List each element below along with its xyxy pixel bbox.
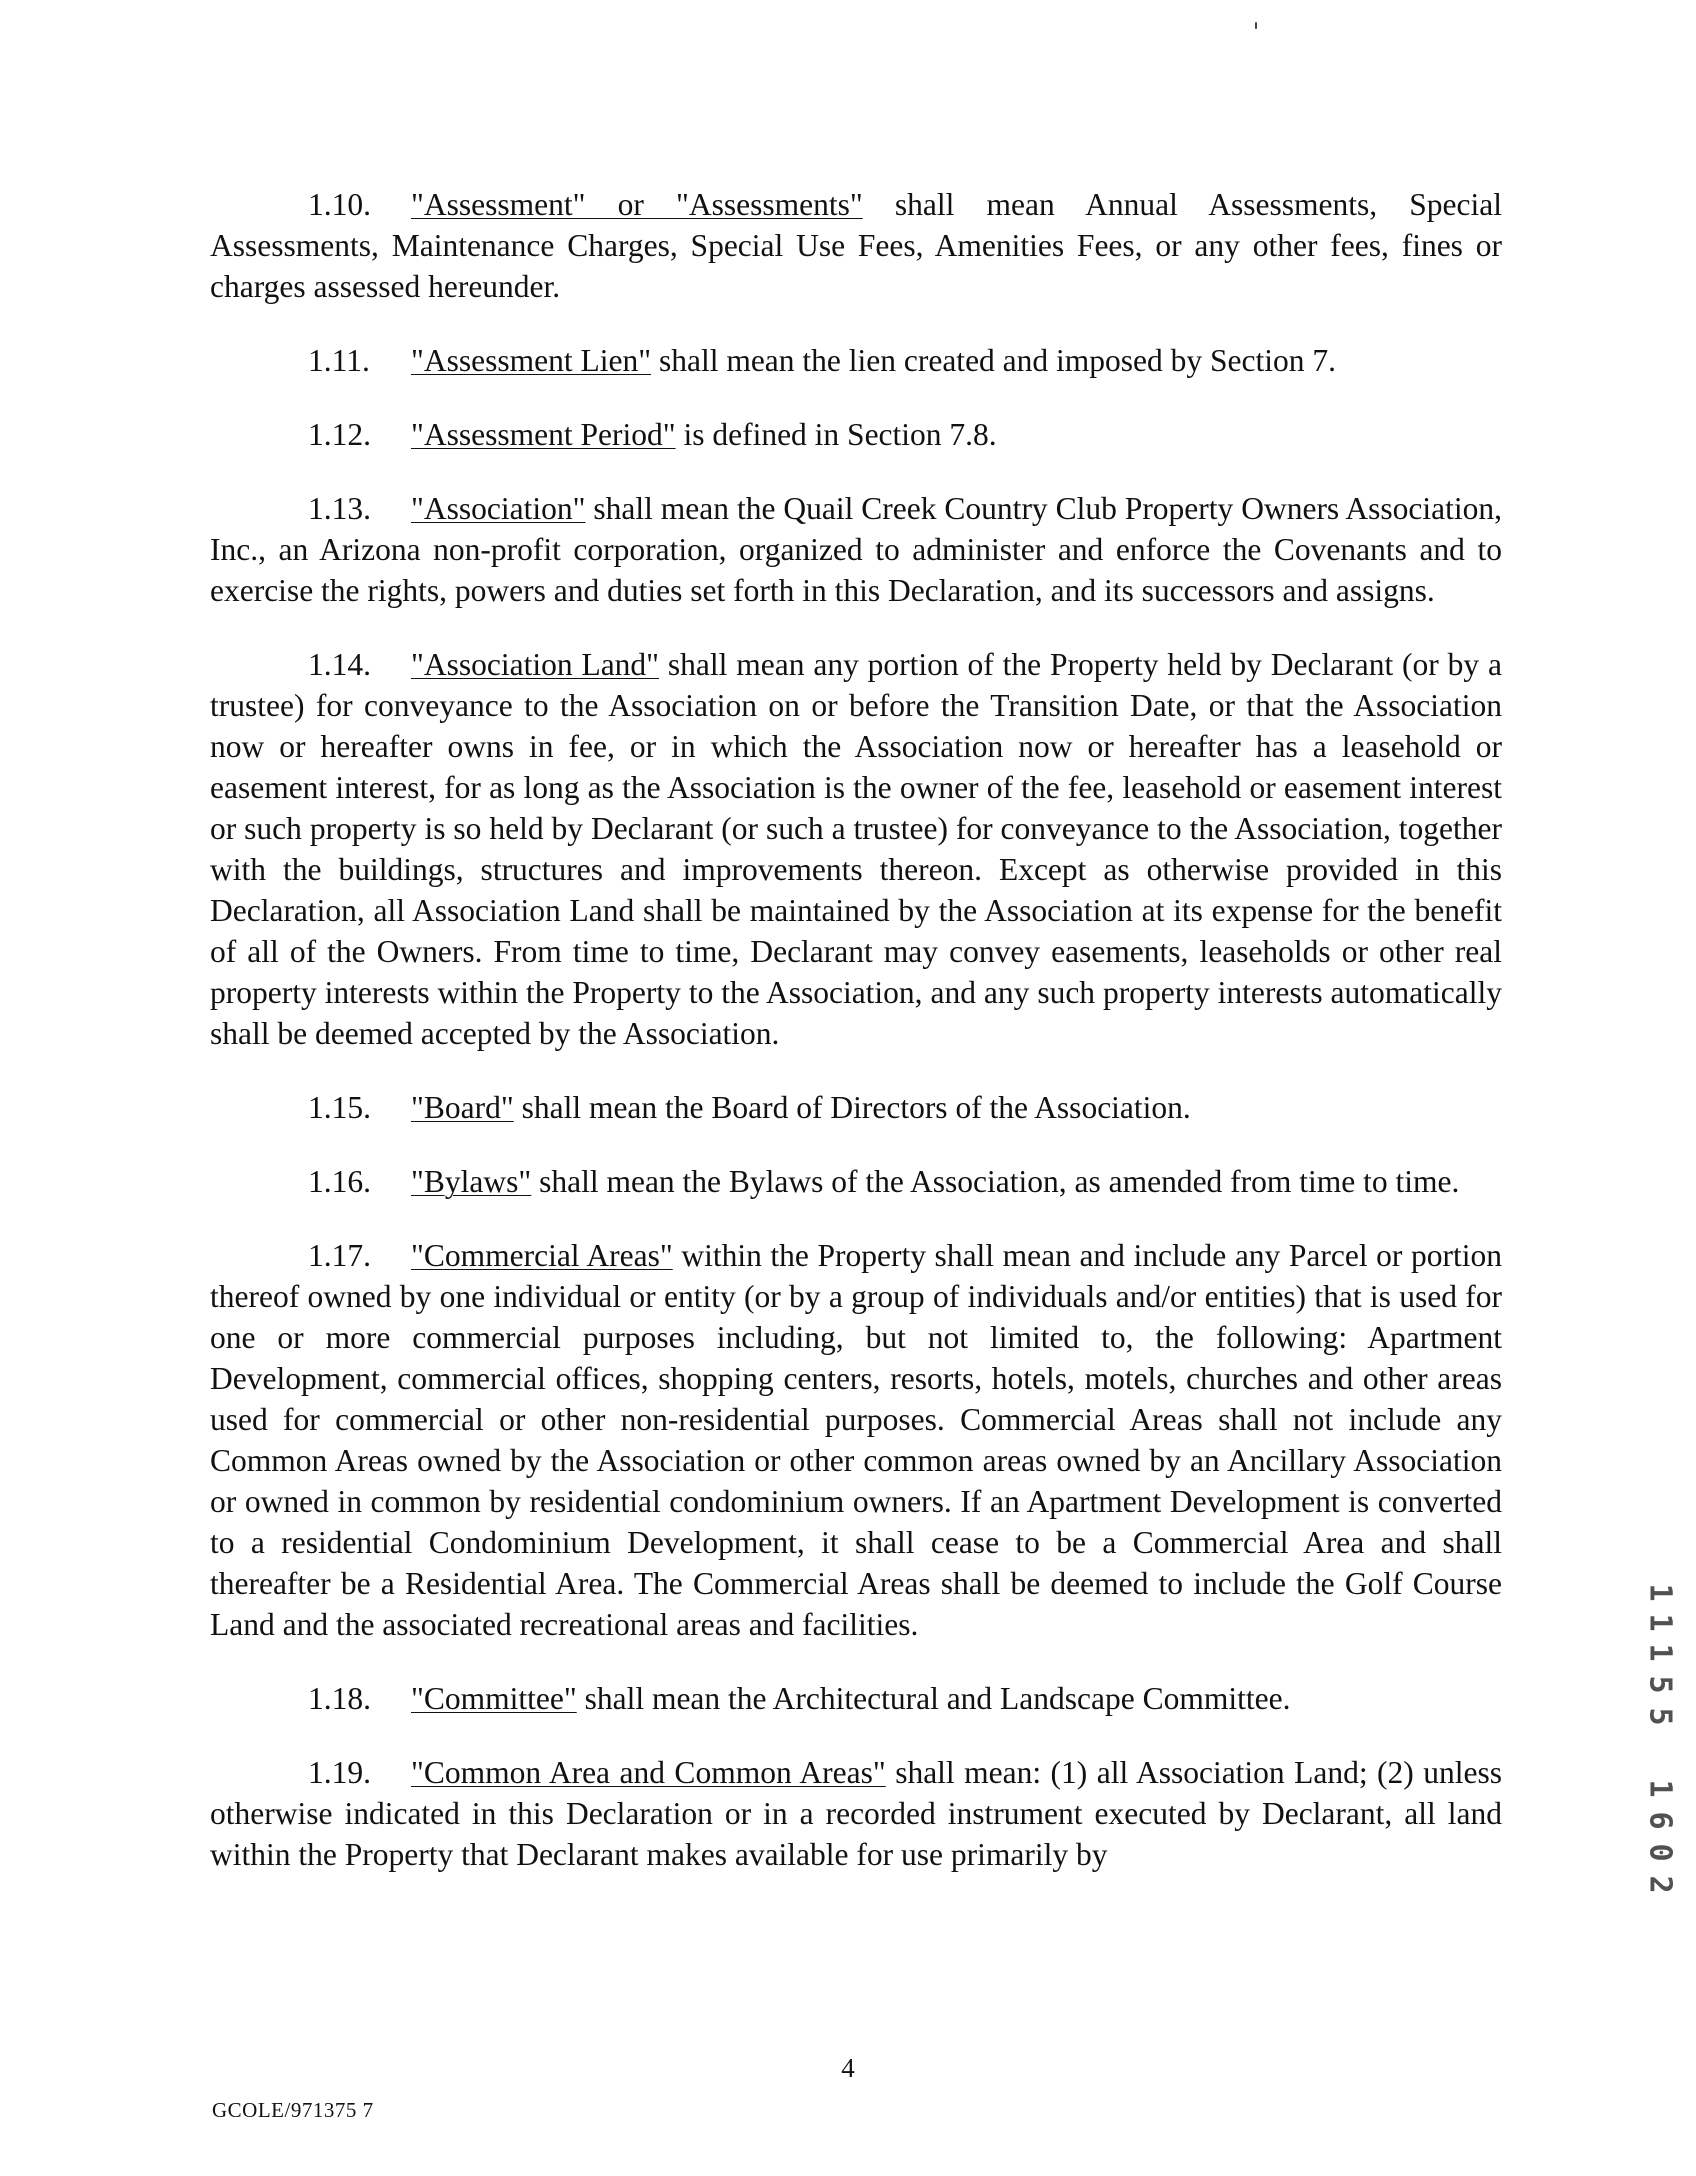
stamp-digit: 1	[1642, 1779, 1678, 1798]
paragraph-1-16	[210, 1161, 1502, 1202]
definition-text: shall mean the Board of Directors of the Association.	[513, 1090, 1191, 1125]
defined-term: "Assessment" or "Assessments"	[411, 187, 863, 222]
document-body	[210, 184, 1502, 1908]
definition-text: shall mean the Bylaws of the Association, as amended from time to time.	[531, 1164, 1460, 1199]
paragraph-1-12	[210, 414, 1502, 455]
definition-text: shall mean any portion of the Property held by Declarant (or by a trustee) for conveyance to the Association on or before the Transition Date, or that the Association now or hereafter owns in fee, or in which the Association now or hereafter has a leasehold or easement interest, for as long as the Association is the owner of the fee, leasehold or easement interest or such property is so held by Declarant (or such a trustee) for conveyance to the Association, together with the buildings, structures and improvements thereon. Except as otherwise provided in this Declaration, all Association Land shall be maintained by the Association at its expense for the benefit of all of the Owners. From time to time, Declarant may convey easements, leaseholds or other real property interests within the Property to the Association, and any such property interests automatically shall be deemed accepted by the Association.	[210, 647, 1502, 1051]
paragraph-1-15	[210, 1087, 1502, 1128]
defined-term: "Association"	[411, 491, 586, 526]
stamp-digit: 1	[1642, 1643, 1678, 1662]
defined-term: "Commercial Areas"	[411, 1238, 673, 1273]
stamp-digit: 5	[1642, 1675, 1678, 1694]
paragraph-1-18	[210, 1678, 1502, 1719]
section-number: 1.15.	[308, 1090, 371, 1125]
stamp-digit: 6	[1642, 1811, 1678, 1830]
paragraph-1-17	[210, 1235, 1502, 1645]
defined-term: "Bylaws"	[411, 1164, 532, 1199]
stamp-digit: 2	[1642, 1875, 1678, 1894]
defined-term: "Assessment Lien"	[411, 343, 652, 378]
recording-number-stamp	[1640, 1575, 1680, 1895]
paragraph-1-13	[210, 488, 1502, 611]
definition-text: shall mean the Architectural and Landscape Committee.	[576, 1681, 1291, 1716]
page-number: 4	[841, 2053, 855, 2083]
stamp-digit: 5	[1642, 1707, 1678, 1726]
section-number: 1.11.	[308, 343, 370, 378]
section-number: 1.16.	[308, 1164, 371, 1199]
paragraph-1-11	[210, 340, 1502, 381]
definition-text: is defined in Section 7.8.	[675, 417, 997, 452]
section-number: 1.12.	[308, 417, 371, 452]
definition-text: shall mean the Quail Creek Country Club Property Owners Association, Inc., an Arizona non-profit corporation, organized to administer and enforce the Covenants and to exercise the rights, powers and duties set forth in this Declaration, and its successors and assigns.	[210, 491, 1502, 608]
stamp-digit: 1	[1642, 1583, 1678, 1602]
section-number: 1.17.	[308, 1238, 371, 1273]
scan-speck	[1255, 22, 1257, 29]
definition-text: shall mean Annual Assessments, Special Assessments, Maintenance Charges, Special Use Fees, Amenities Fees, or any other fees, fines or charges assessed hereunder.	[210, 187, 1502, 304]
section-number: 1.10.	[308, 187, 371, 222]
paragraph-1-10	[210, 184, 1502, 307]
definition-text: within the Property shall mean and include any Parcel or portion thereof owned by one individual or entity (or by a group of individuals and/or entities) that is used for one or more commercial purposes including, but not limited to, the following: Apartment Development, commercial offices, shopping centers, resorts, hotels, motels, churches and other areas used for commercial or other non-residential purposes. Commercial Areas shall not include any Common Areas owned by the Association or other common areas owned by an Ancillary Association or owned in common by residential condominium owners. If an Apartment Development is converted to a residential Condominium Development, it shall cease to be a Commercial Area and shall thereafter be a Residential Area. The Commercial Areas shall be deemed to include the Golf Course Land and the associated recreational areas and facilities.	[210, 1238, 1502, 1642]
document-code: GCOLE/971375 7	[212, 2098, 374, 2122]
defined-term: "Board"	[411, 1090, 514, 1125]
stamp-digit: 0	[1642, 1843, 1678, 1862]
section-number: 1.18.	[308, 1681, 371, 1716]
definition-text: shall mean: (1) all Association Land; (2) unless otherwise indicated in this Declaration or in a recorded instrument executed by Declarant, all land within the Property that Declarant makes available for use primarily by	[210, 1755, 1502, 1872]
defined-term: "Common Area and Common Areas"	[411, 1755, 886, 1790]
section-number: 1.14.	[308, 647, 371, 682]
defined-term: "Committee"	[411, 1681, 577, 1716]
paragraph-1-19	[210, 1752, 1502, 1875]
defined-term: "Association Land"	[411, 647, 660, 682]
section-number: 1.19.	[308, 1755, 371, 1790]
stamp-digit: 1	[1642, 1613, 1678, 1632]
definition-text: shall mean the lien created and imposed by Section 7.	[651, 343, 1337, 378]
section-number: 1.13.	[308, 491, 371, 526]
paragraph-1-14	[210, 644, 1502, 1054]
defined-term: "Assessment Period"	[411, 417, 676, 452]
